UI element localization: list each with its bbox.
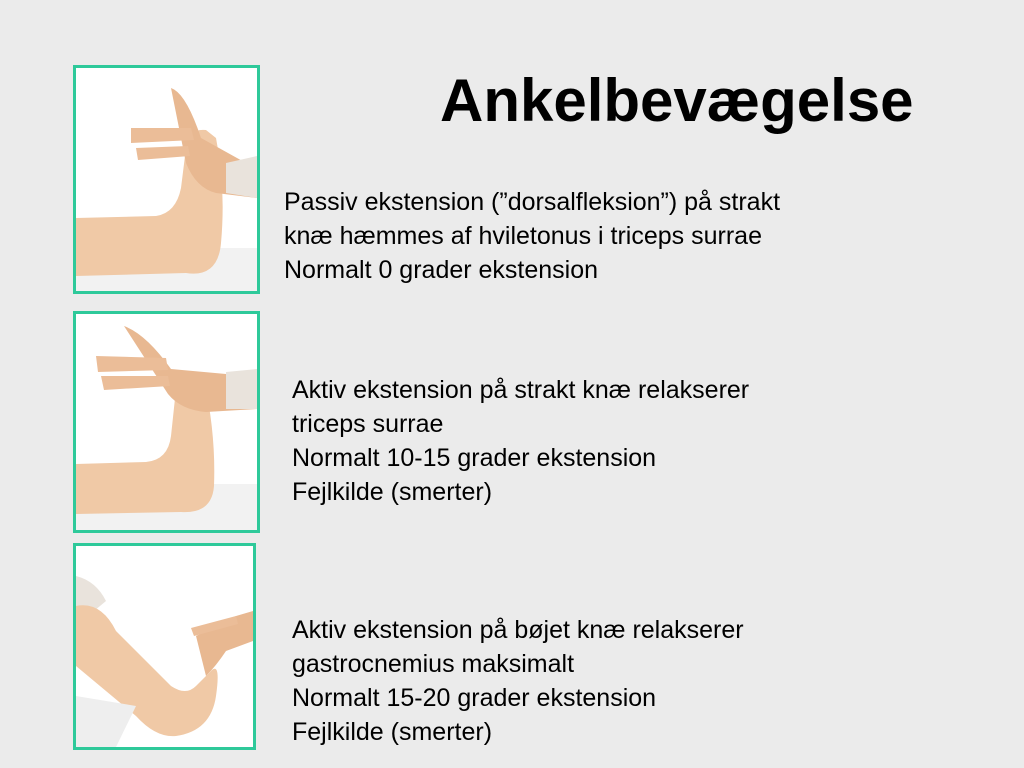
text-line: Passiv ekstension (”dorsalfleksion”) på strakt: [284, 188, 781, 216]
text-line: Aktiv ekstension på bøjet knæ relakserer: [292, 616, 744, 644]
text-block-active-extension-straight-knee: [292, 373, 749, 509]
text-line: Normalt 10-15 grader ekstension: [292, 444, 657, 472]
text-line: Normalt 0 grader ekstension: [284, 256, 599, 284]
slide-title: Ankelbevægelse: [440, 67, 914, 134]
text-line: Normalt 15-20 grader ekstension: [292, 684, 657, 712]
text-line: gastrocnemius maksimalt: [292, 650, 575, 678]
text-line: Fejlkilde (smerter): [292, 718, 493, 746]
photo-active-extension-straight-knee: [73, 311, 260, 533]
photo-active-extension-bent-knee: [73, 543, 256, 750]
text-block-active-extension-bent-knee: [292, 613, 744, 749]
photo-passive-extension: [73, 65, 260, 294]
text-line: triceps surrae: [292, 410, 444, 438]
text-line: Fejlkilde (smerter): [292, 478, 493, 506]
text-line: knæ hæmmes af hviletonus i triceps surrae: [284, 222, 762, 250]
foot-illustration: [76, 68, 257, 291]
text-line: Aktiv ekstension på strakt knæ relakserer: [292, 376, 750, 404]
foot-illustration: [76, 314, 257, 530]
text-block-passive-extension: [284, 185, 780, 287]
leg-illustration: [76, 546, 253, 747]
